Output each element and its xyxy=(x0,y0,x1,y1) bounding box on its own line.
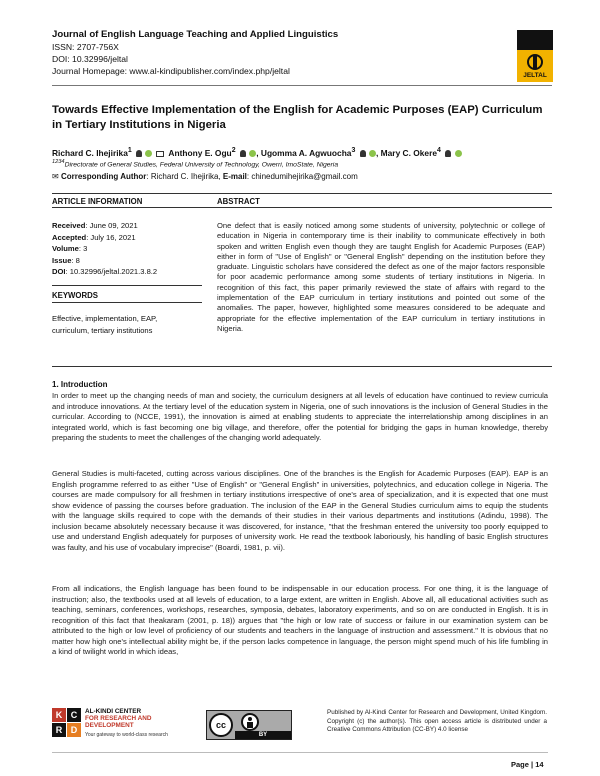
email-icon[interactable] xyxy=(156,151,164,157)
intro-paragraph-3: From all indications, the English language has been found to be indispensable in our education process. For one thing, it is the language of instruction; also, the textbooks used at all levels of education, to a large extent, are written in English. Above all, all educational activities such as teaching, seminars, conferences, workshops, researches, symposia, debates, laboratory experiments, and so on are conducted in English. It is in recognition of this fact that Iheakaram (2001, p. 18)) argues that "the high or low rate of success or failure in our examination system can be attributed to the high or low level of proficiency of our students and teachers in the language of instruction and assessment." It is obvious that no matter how high one's intellectual ability might be, if the person lacks competence in language, the person might spend much of his life fumbling in a kind of twilight world in which ideas, xyxy=(52,584,548,656)
author-1: Richard C. Ihejirika xyxy=(52,147,128,158)
author-3: Ugomma A. Agwuocha xyxy=(260,147,352,158)
orcid-icon[interactable] xyxy=(455,150,462,157)
brand-name: AL-KINDI CENTER FOR RESEARCH AND DEVELOPMENT xyxy=(85,708,152,730)
abstract-text: One defect that is easily noticed among some students of university, polytechnic or college of education in Nigeria in contemporary time is their inability to communicate effectively in both spoken and written English even though they are taught English for Academic Purposes (EAP) either in form of "Use of English" or "General English" depending on the institution before they graduate. Linguistic scholars have considered the defect as one of the major factors responsible for poor academic performance among some students of tertiary institutions in Nigeria. In recognition of this fact, this paper primarily reviewed the state of affairs with regard to the implementation of the EAP curriculum in tertiary institutions and pointed out some of the anomalies. The paper, however, highlighted some measures considered to be adequate and appropriate for the effective implementation of the EAP curriculum in tertiary institutions in Nigeria. xyxy=(217,221,545,333)
header-divider xyxy=(52,85,552,86)
orcid-icon[interactable] xyxy=(249,150,256,157)
footer-rule xyxy=(52,752,548,753)
author-person-icon xyxy=(360,150,366,157)
kindi-brand-logo xyxy=(52,708,202,742)
info-top-rule xyxy=(52,193,552,194)
author-4: Mary C. Okere xyxy=(380,147,437,158)
corresponding-author: ✉ Corresponding Author: Richard C. Ihejirika, E-mail: chinedumihejirika@gmail.com xyxy=(52,172,358,181)
introduction-heading: 1. Introduction xyxy=(52,380,108,389)
page-number: Page | 14 xyxy=(511,760,544,769)
keywords-heading: KEYWORDS xyxy=(52,291,98,300)
orcid-icon[interactable] xyxy=(369,150,376,157)
article-info-block xyxy=(52,220,202,278)
doi-row[interactable]: DOI: 10.32996/jeltal.2021.3.8.2 xyxy=(52,267,158,277)
abstract-heading: ABSTRACT xyxy=(217,197,260,206)
intro-paragraph-1: In order to meet up the changing needs of man and society, the curriculum designers at all levels of education have continued to review curricula and introduce innovations. At the tertiary level of the education system in Nigeria, one of such innovations is the inclusion of General Studies in the curricular. According to (NCCE, 1991), the innovation is aimed at enabling students to appreciate the interrelationship among disciplines in an integrated world, which is fast becoming one big village, and therefore, offer the potential for bridging the gaps in human knowledge, thereby preparing the students to meet the challenges of the changing world adequately. xyxy=(52,391,548,442)
volume-row: Volume: 3 xyxy=(52,244,88,254)
keywords-bottom-rule xyxy=(52,302,202,303)
logo-label: JELTAL xyxy=(523,72,547,79)
kcrd-grid-icon: K C R D xyxy=(52,708,82,738)
accepted-row: Accepted: July 16, 2021 xyxy=(52,232,136,242)
author-person-icon xyxy=(445,150,451,157)
abstract-bottom-rule xyxy=(52,366,552,367)
journal-issn: ISSN: 2707-756X xyxy=(52,42,119,52)
received-row: Received: June 09, 2021 xyxy=(52,221,138,230)
brand-tagline: Your gateway to world-class research xyxy=(85,732,168,738)
publisher-license-text: Published by Al-Kindi Center for Research and Development, United Kingdom. Copyright (c) the author(s). This open access article is distributed under a Creative Commons Attribution (CC-BY) 4.0 license xyxy=(327,709,547,734)
issue-row: Issue: 8 xyxy=(52,255,80,265)
author-2: Anthony E. Ogu xyxy=(168,147,232,158)
jeltal-mark-icon xyxy=(525,52,545,72)
keywords-text: Effective, implementation, EAP, curriculum, tertiary institutions xyxy=(52,314,158,335)
orcid-icon[interactable] xyxy=(145,150,152,157)
attribution-person-icon xyxy=(241,713,259,731)
keywords-top-rule xyxy=(52,285,202,286)
cc-by-license-badge[interactable] xyxy=(206,710,292,740)
cc-icon: cc xyxy=(209,713,233,737)
by-label: BY xyxy=(235,731,291,739)
affiliation: $^{1234}$Directorate of General Studies, Federal University of Technology, Owerri, ImoState, Nigeria xyxy=(52,159,339,169)
journal-title: Journal of English Language Teaching and Applied Linguistics xyxy=(52,29,339,40)
article-title: Towards Effective Implementation of the English for Academic Purposes (EAP) Curriculum in Tertiary Institutions in Nigeria xyxy=(52,104,543,131)
intro-paragraph-2: General Studies is multi-faceted, cutting across various disciplines. One of the branches is the English for Academic Purposes (EAP). EAP is an English programme referred to as either "Use of English" or "General English" in universities, polytechnics, and education college in Nigeria. The courses are made compulsory for all freshmen in tertiary institutions irrespective of one's area of specialization, and it is expected that one must show evidence of passing the courses before graduation. The inclusion of the EAP in the General Studies curriculum aims to equip the students with the language skills required to cope with the demands of their studies in their various departments and institutions (Adindu, 1998). The inclusion became absolutely necessary because it was discovered, for instance, "that the freshman entered the university too poorly equipped to use and understand English adequately for purposes of university work. He read the textbook laboriously, his handling of basic English structures was faulty, and his use of vocabulary imprecise" (Boardi, 1981, p. vii). xyxy=(52,469,548,552)
journal-doi: DOI: 10.32996/jeltal xyxy=(52,54,128,64)
author-list: Richard C. Ihejirika$^1$ Anthony E. Ogu$^2$ , Ugomma A. Agwuocha$^3$ , Mary C. Okere$^4$ xyxy=(52,147,462,158)
info-heading-rule xyxy=(52,207,552,208)
article-info-heading: ARTICLE INFORMATION xyxy=(52,197,143,206)
envelope-icon: ✉ xyxy=(52,172,59,181)
jeltal-logo xyxy=(517,30,553,82)
corresponding-email[interactable]: : chinedumihejirika@gmail.com xyxy=(246,172,358,181)
author-person-icon xyxy=(136,150,142,157)
author-person-icon xyxy=(240,150,246,157)
journal-homepage[interactable]: Journal Homepage: www.al-kindipublisher.com/index.php/jeltal xyxy=(52,66,290,76)
